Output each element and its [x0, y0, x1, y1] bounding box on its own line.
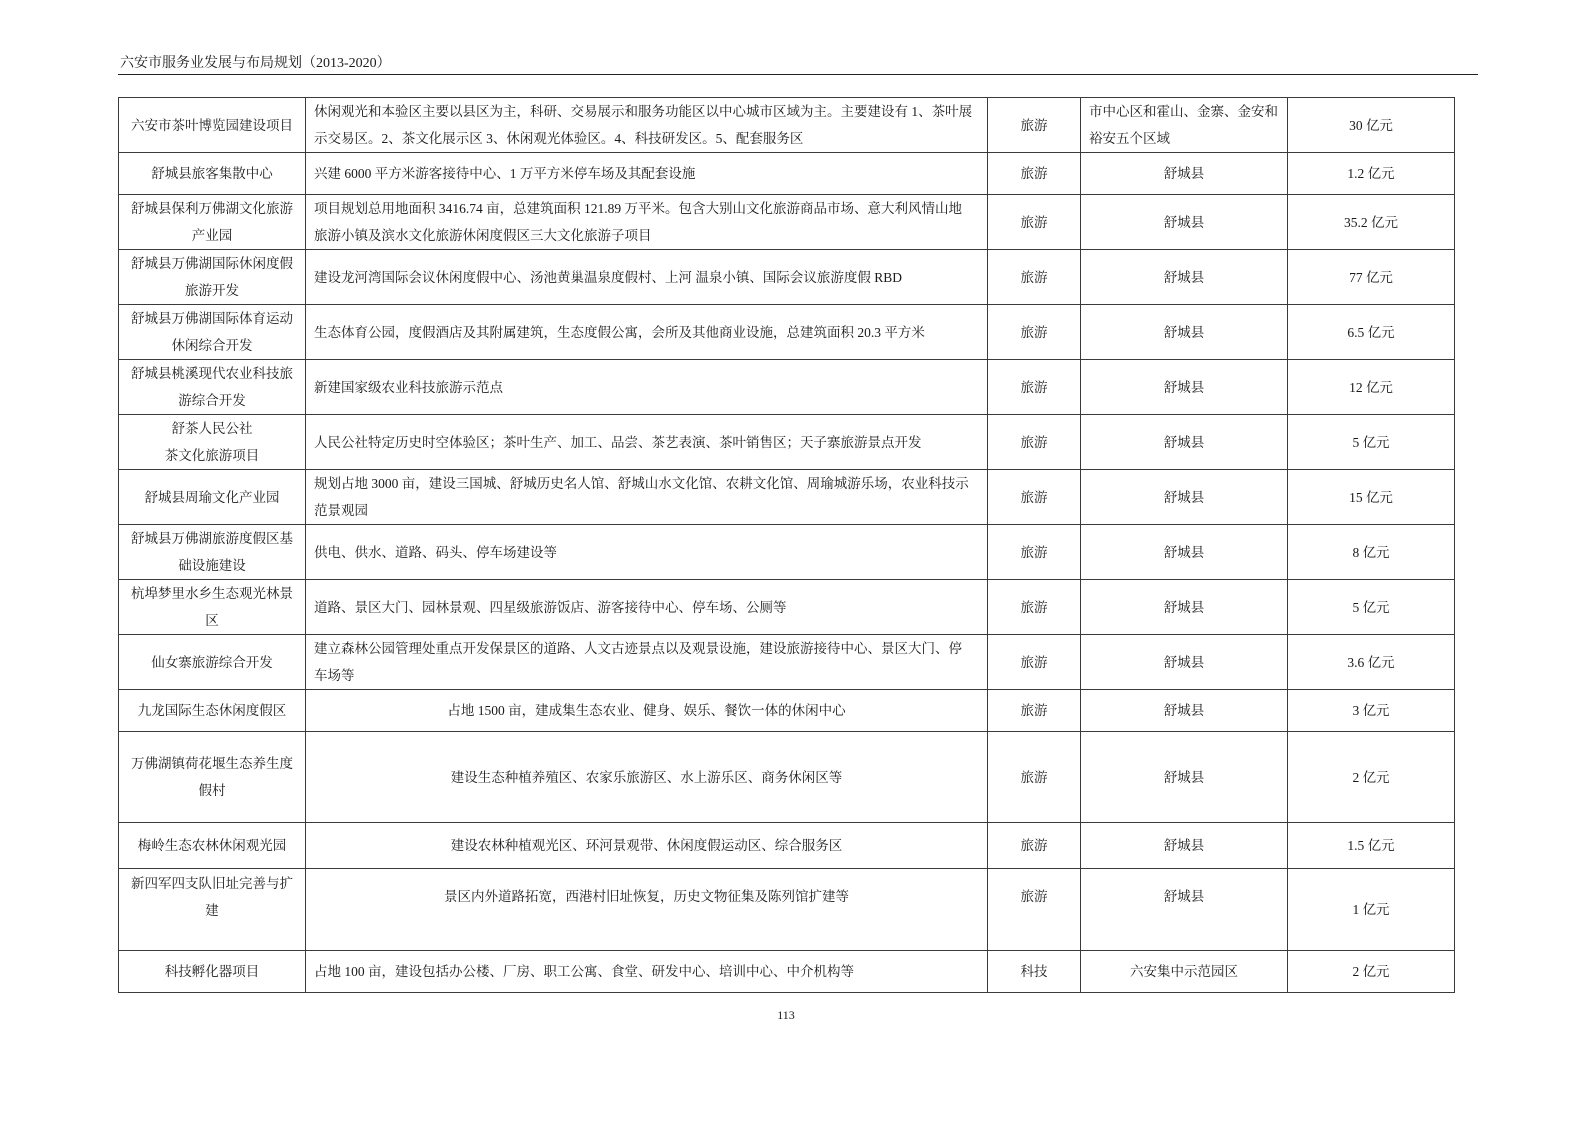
table-row — [119, 415, 1455, 470]
project-name-cell: 万佛湖镇荷花堰生态养生度 假村 — [119, 732, 306, 823]
investment-cell: 3 亿元 — [1288, 690, 1455, 732]
category-cell: 旅游 — [988, 635, 1081, 690]
location-cell: 舒城县 — [1081, 869, 1288, 951]
table-row — [119, 635, 1455, 690]
location-cell: 舒城县 — [1081, 360, 1288, 415]
table-row — [119, 869, 1455, 951]
project-name-cell: 舒城县万佛湖国际体育运动 休闲综合开发 — [119, 305, 306, 360]
project-name-cell: 六安市茶叶博览园建设项目 — [119, 98, 306, 153]
project-content-cell: 休闲观光和本验区主要以县区为主，科研、交易展示和服务功能区以中心城市区域为主。主要建设有 1、茶叶展 示交易区。2、茶文化展示区 3、休闲观光体验区。4、科技研发区。5、配套服务区 — [306, 98, 988, 153]
document-running-header: 六安市服务业发展与布局规划（2013-2020） — [120, 56, 391, 71]
page-number: 113 — [777, 1008, 795, 1022]
table-row — [119, 195, 1455, 250]
project-name-cell: 梅岭生态农林休闲观光园 — [119, 823, 306, 869]
category-cell: 旅游 — [988, 580, 1081, 635]
category-cell: 旅游 — [988, 690, 1081, 732]
location-cell: 市中心区和霍山、金寨、金安和 裕安五个区域 — [1081, 98, 1288, 153]
investment-cell: 30 亿元 — [1288, 98, 1455, 153]
category-cell: 旅游 — [988, 153, 1081, 195]
location-cell: 舒城县 — [1081, 250, 1288, 305]
project-content-cell: 道路、景区大门、园林景观、四星级旅游饭店、游客接待中心、停车场、公厕等 — [306, 580, 988, 635]
location-cell: 舒城县 — [1081, 580, 1288, 635]
project-content-cell: 人民公社特定历史时空体验区；茶叶生产、加工、品尝、茶艺表演、茶叶销售区；天子寨旅游景点开发 — [306, 415, 988, 470]
table-row — [119, 580, 1455, 635]
project-table — [118, 97, 1455, 993]
category-cell: 旅游 — [988, 195, 1081, 250]
investment-cell: 2 亿元 — [1288, 732, 1455, 823]
category-cell: 旅游 — [988, 305, 1081, 360]
investment-cell: 35.2 亿元 — [1288, 195, 1455, 250]
project-content-cell: 项目规划总用地面积 3416.74 亩，总建筑面积 121.89 万平米。包含大别山文化旅游商品市场、意大利风情山地 旅游小镇及滨水文化旅游休闲度假区三大文化旅游子项目 — [306, 195, 988, 250]
table-row — [119, 153, 1455, 195]
location-cell: 舒城县 — [1081, 635, 1288, 690]
project-content-cell: 建立森林公园管理处重点开发保景区的道路、人文古迹景点以及观景设施，建设旅游接待中心、景区大门、停 车场等 — [306, 635, 988, 690]
table-row — [119, 305, 1455, 360]
investment-cell: 12 亿元 — [1288, 360, 1455, 415]
table-row — [119, 690, 1455, 732]
investment-cell: 5 亿元 — [1288, 580, 1455, 635]
table-row — [119, 732, 1455, 823]
project-content-cell: 建设农林种植观光区、环河景观带、休闲度假运动区、综合服务区 — [306, 823, 988, 869]
project-name-cell: 舒城县周瑜文化产业园 — [119, 470, 306, 525]
investment-cell: 3.6 亿元 — [1288, 635, 1455, 690]
investment-cell: 1.2 亿元 — [1288, 153, 1455, 195]
location-cell: 舒城县 — [1081, 525, 1288, 580]
project-name-cell: 舒城县旅客集散中心 — [119, 153, 306, 195]
location-cell: 舒城县 — [1081, 470, 1288, 525]
project-name-cell: 舒茶人民公社 茶文化旅游项目 — [119, 415, 306, 470]
project-content-cell: 占地 100 亩，建设包括办公楼、厂房、职工公寓、食堂、研发中心、培训中心、中介机构等 — [306, 951, 988, 993]
location-cell: 舒城县 — [1081, 195, 1288, 250]
investment-cell: 2 亿元 — [1288, 951, 1455, 993]
investment-cell: 77 亿元 — [1288, 250, 1455, 305]
project-content-cell: 供电、供水、道路、码头、停车场建设等 — [306, 525, 988, 580]
category-cell: 旅游 — [988, 98, 1081, 153]
project-content-cell: 建设生态种植养殖区、农家乐旅游区、水上游乐区、商务休闲区等 — [306, 732, 988, 823]
table-row — [119, 525, 1455, 580]
table-row — [119, 470, 1455, 525]
location-cell: 舒城县 — [1081, 732, 1288, 823]
location-cell: 舒城县 — [1081, 305, 1288, 360]
project-content-cell: 新建国家级农业科技旅游示范点 — [306, 360, 988, 415]
location-cell: 舒城县 — [1081, 415, 1288, 470]
project-name-cell: 仙女寨旅游综合开发 — [119, 635, 306, 690]
project-name-cell: 科技孵化器项目 — [119, 951, 306, 993]
project-content-cell: 兴建 6000 平方米游客接待中心、1 万平方米停车场及其配套设施 — [306, 153, 988, 195]
table-row — [119, 951, 1455, 993]
location-cell: 舒城县 — [1081, 690, 1288, 732]
table-row — [119, 98, 1455, 153]
category-cell: 旅游 — [988, 869, 1081, 951]
investment-cell: 15 亿元 — [1288, 470, 1455, 525]
project-content-cell: 生态体育公园，度假酒店及其附属建筑，生态度假公寓，会所及其他商业设施，总建筑面积 20.3 平方米 — [306, 305, 988, 360]
category-cell: 科技 — [988, 951, 1081, 993]
project-content-cell: 景区内外道路拓宽，西港村旧址恢复，历史文物征集及陈列馆扩建等 — [306, 869, 988, 951]
investment-cell: 8 亿元 — [1288, 525, 1455, 580]
table-row — [119, 360, 1455, 415]
project-content-cell: 建设龙河湾国际会议休闲度假中心、汤池黄巢温泉度假村、上河 温泉小镇、国际会议旅游度假 RBD — [306, 250, 988, 305]
investment-cell: 1.5 亿元 — [1288, 823, 1455, 869]
investment-cell: 6.5 亿元 — [1288, 305, 1455, 360]
header-divider — [118, 74, 1478, 75]
project-name-cell: 舒城县万佛湖国际休闲度假 旅游开发 — [119, 250, 306, 305]
category-cell: 旅游 — [988, 525, 1081, 580]
location-cell: 舒城县 — [1081, 823, 1288, 869]
project-name-cell: 九龙国际生态休闲度假区 — [119, 690, 306, 732]
table-row — [119, 250, 1455, 305]
project-content-cell: 占地 1500 亩，建成集生态农业、健身、娱乐、餐饮一体的休闲中心 — [306, 690, 988, 732]
project-content-cell: 规划占地 3000 亩，建设三国城、舒城历史名人馆、舒城山水文化馆、农耕文化馆、周瑜城游乐场，农业科技示 范景观园 — [306, 470, 988, 525]
category-cell: 旅游 — [988, 470, 1081, 525]
project-name-cell: 舒城县桃溪现代农业科技旅 游综合开发 — [119, 360, 306, 415]
category-cell: 旅游 — [988, 250, 1081, 305]
investment-cell: 1 亿元 — [1288, 869, 1455, 951]
category-cell: 旅游 — [988, 823, 1081, 869]
project-name-cell: 新四军四支队旧址完善与扩 建 — [119, 869, 306, 951]
project-name-cell: 舒城县万佛湖旅游度假区基 础设施建设 — [119, 525, 306, 580]
category-cell: 旅游 — [988, 360, 1081, 415]
location-cell: 舒城县 — [1081, 153, 1288, 195]
project-name-cell: 舒城县保利万佛湖文化旅游 产业园 — [119, 195, 306, 250]
category-cell: 旅游 — [988, 732, 1081, 823]
category-cell: 旅游 — [988, 415, 1081, 470]
project-table-body — [119, 98, 1455, 993]
project-name-cell: 杭埠梦里水乡生态观光林景 区 — [119, 580, 306, 635]
location-cell: 六安集中示范园区 — [1081, 951, 1288, 993]
investment-cell: 5 亿元 — [1288, 415, 1455, 470]
table-row — [119, 823, 1455, 869]
